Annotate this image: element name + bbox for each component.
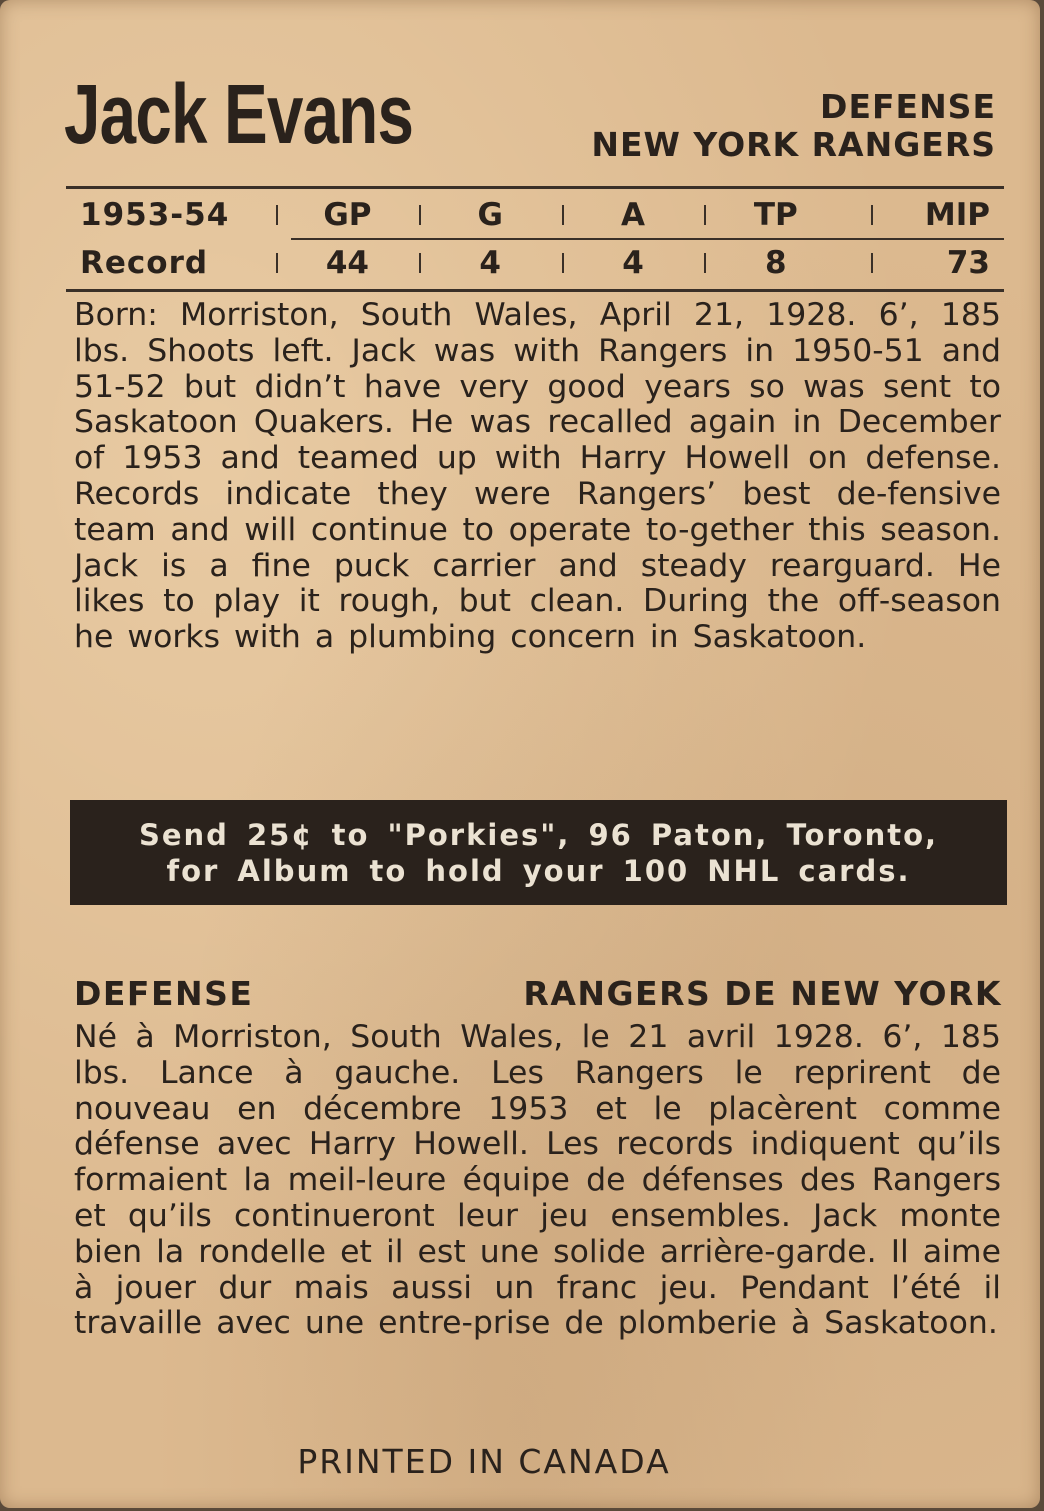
banner-line-1: Send 25¢ to "Porkies", 96 Paton, Toronto,: [138, 817, 939, 852]
stat-value-gp: 44: [276, 245, 419, 281]
bio-english: Born: Morriston, South Wales, April 21, 1928. 6’, 185 lbs. Shoots left. Jack was with Rangers in 1950-51 and 51-52 but didn’t have very good years so was sent to Saskatoon Quakers. He was recalled again in December of 1953 and teamed up with Harry Howell on defense. Records indicate they were Rangers’ best de-fensive team and will continue to operate to-gether this season. Jack is a fine puck carrier and steady rearguard. He likes to play it rough, but clean. During the off-season he works with a plumbing concern in Saskatoon.: [74, 297, 1001, 656]
position-french: DEFENSE: [74, 974, 254, 1013]
stat-header-mip: MIP: [847, 197, 1004, 233]
stat-value-g: 4: [419, 245, 562, 281]
stat-header-gp: GP: [276, 197, 419, 233]
player-name: Jack Evans: [64, 67, 414, 161]
player-position: DEFENSE: [820, 87, 996, 126]
banner-line-2: for Album to hold your 100 NHL cards.: [166, 853, 911, 888]
stats-record-label: Record: [80, 245, 209, 281]
stats-season: 1953-54: [80, 197, 230, 233]
stats-table: [66, 186, 1004, 292]
printed-in-canada: PRINTED IN CANADA: [297, 1442, 671, 1481]
stat-header-tp: TP: [704, 197, 847, 233]
bio-french: Né à Morriston, South Wales, le 21 avril 1928. 6’, 185 lbs. Lance à gauche. Les Rangers le reprirent de nouveau en décembre 1953 et le placèrent comme défense avec Harry Howell. Les records indiquent qu’ils formaient la meil-leure équipe de défenses des Rangers et qu’ils continueront leur jeu ensembles. Jack monte bien la rondelle et il est une solide arrière-garde. Il aime à jouer dur mais aussi un franc jeu. Pendant l’été il travaille avec une entre-prise de plomberie à Saskatoon.: [74, 1019, 1001, 1342]
team-french: RANGERS DE NEW YORK: [523, 974, 1002, 1013]
stat-value-mip: 73: [847, 245, 1004, 281]
stats-value-row: [66, 239, 1004, 287]
french-header: [74, 974, 1002, 1013]
stat-value-tp: 8: [704, 245, 847, 281]
stat-value-a: 4: [562, 245, 705, 281]
album-offer-banner: [70, 800, 1007, 905]
position-team-block: [591, 88, 996, 164]
stats-header-row: [66, 191, 1004, 239]
stat-header-g: G: [419, 197, 562, 233]
stat-header-a: A: [562, 197, 705, 233]
player-team: NEW YORK RANGERS: [591, 125, 996, 164]
